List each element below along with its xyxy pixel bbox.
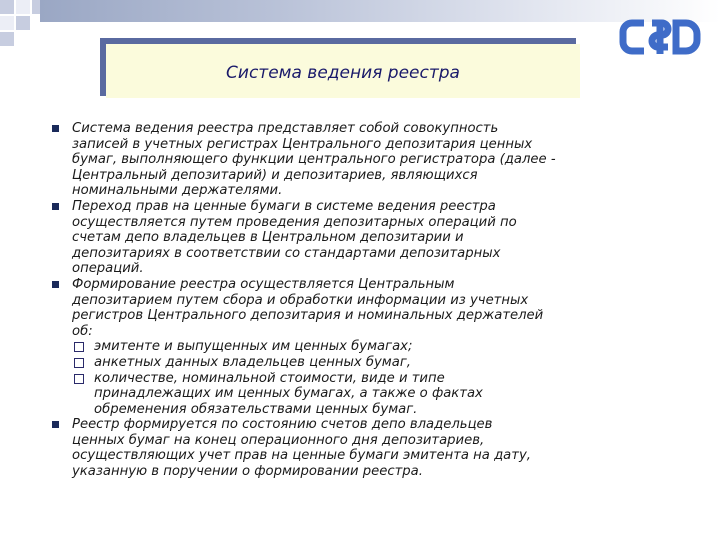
sub-bullet-item — [52, 355, 702, 371]
title-box — [106, 44, 580, 98]
bullet-line: Система ведения реестра представляет собой совокупность — [72, 121, 499, 136]
sub-bullet-line: эмитенте и выпущенных им ценных бумагах; — [94, 339, 413, 355]
square-bullet-icon — [52, 203, 59, 210]
sub-bullet-line: принадлежащих им ценных бумагах, а также о фактах — [94, 386, 483, 402]
sub-bullet-item — [52, 339, 702, 355]
bullet-line: Реестр формируется по состоянию счетов депо владельцев — [72, 417, 493, 433]
bullet-line: Формирование реестра осуществляется Центральным — [72, 276, 455, 292]
sub-bullet-line: анкетных данных владельцев ценных бумаг, — [94, 354, 411, 370]
bullet-line: регистров Центрального депозитария и номинальных держателей — [72, 308, 544, 324]
bullet-item — [52, 121, 702, 199]
bullet-line: указанную в поручении о формировании реестра. — [72, 464, 423, 480]
sub-bullet-line: количестве, номинальной стоимости, виде и типе — [94, 370, 445, 386]
square-bullet-icon — [52, 281, 59, 288]
bullet-line: операций. — [72, 261, 144, 277]
bullet-line: осуществляющих учет прав на ценные бумаги эмитента на дату, — [72, 448, 531, 464]
hollow-square-bullet-icon — [74, 374, 84, 384]
bullet-item — [52, 277, 702, 339]
bullet-list — [52, 121, 702, 480]
bullet-item — [52, 417, 702, 479]
bullet-line: депозитарием путем сбора и обработки информации из учетных — [72, 292, 529, 308]
square-bullet-icon — [52, 125, 59, 132]
sub-bullet-line: обременения обязательствами ценных бумаг. — [94, 401, 418, 417]
square-bullet-icon — [52, 421, 59, 428]
bullet-line: депозитариях в соответствии со стандартами депозитарных — [72, 245, 501, 261]
page-title: Система ведения реестра — [226, 63, 460, 83]
bullet-line: осуществляется путем проведения депозитарных операций по — [72, 214, 517, 230]
bullet-line: бумаг, выполняющего функции центрального регистратора (далее - — [72, 152, 556, 168]
bullet-line: счетам депо владельцев в Центральном депозитарии и — [72, 230, 464, 246]
bullet-line: Переход прав на ценные бумаги в системе ведения реестра — [72, 198, 496, 214]
bullet-line: номинальными держателями. — [72, 183, 283, 199]
bullet-line: ценных бумаг на конец операционного дня депозитариев, — [72, 432, 485, 448]
bullet-line: записей в учетных регистрах Центрального депозитария ценных — [72, 136, 533, 152]
sub-bullet-item — [52, 371, 702, 418]
bullet-line: об: — [72, 323, 93, 339]
bullet-item — [52, 199, 702, 277]
hollow-square-bullet-icon — [74, 358, 84, 368]
hollow-square-bullet-icon — [74, 342, 84, 352]
bullet-line: Центральный депозитарий) и депозитариев, являющихся — [72, 167, 478, 183]
csd-logo-icon — [618, 14, 702, 60]
